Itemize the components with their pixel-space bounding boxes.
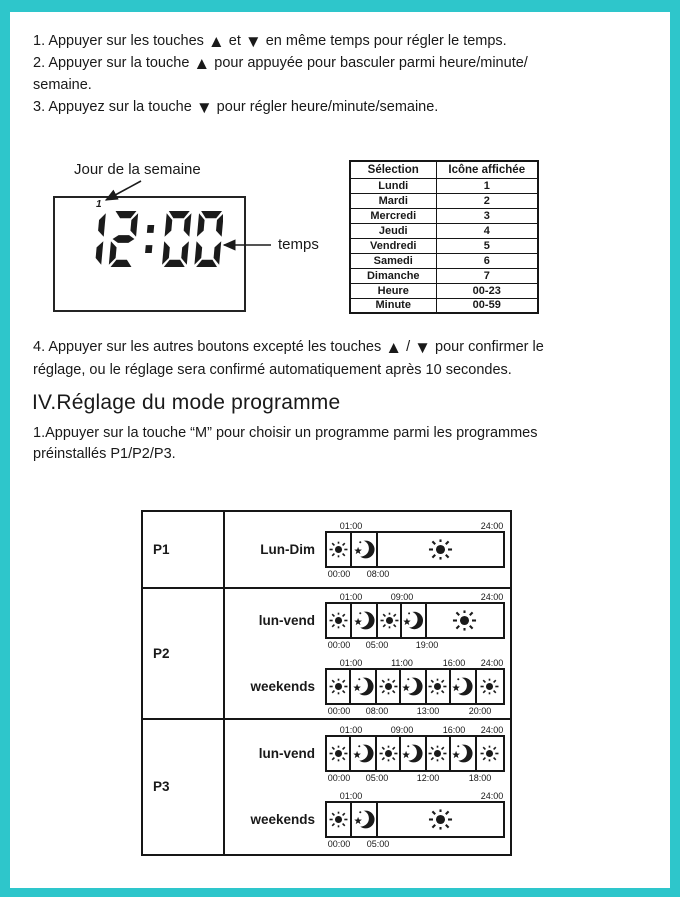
sun-icon — [479, 743, 500, 764]
time-label-top: 01:00 — [339, 791, 363, 802]
timeline-top-labels — [325, 590, 505, 602]
timeline-segment-sun — [377, 737, 401, 770]
sun-icon — [451, 607, 478, 634]
moon-icon — [352, 742, 375, 765]
timeline — [325, 656, 505, 717]
time-label-top: 11:00 — [391, 657, 413, 668]
table-row — [350, 283, 538, 298]
table-row — [350, 223, 538, 238]
timeline-segment-sun — [378, 803, 503, 836]
down-triangle-icon: ▼ — [195, 98, 213, 117]
timeline-bottom-labels — [325, 838, 505, 850]
timeline-segment-moon — [352, 604, 377, 637]
table-row — [350, 193, 538, 208]
table-cell: Minute — [350, 298, 436, 313]
section-heading: IV.Réglage du mode programme — [32, 391, 341, 414]
timeline-segment-sun — [327, 670, 351, 703]
text-line: semaine. — [33, 77, 92, 93]
text-line: 4. Appuyer sur les autres boutons excepté les touches ▲ / ▼ pour confirmer le — [33, 338, 544, 357]
program-label: P1 — [143, 512, 225, 587]
sun-icon — [379, 610, 400, 631]
day-label: lun-vend — [258, 746, 315, 762]
time-label-bottom: 12:00 — [416, 773, 440, 784]
table-cell: Mardi — [350, 193, 436, 208]
table-cell: Lundi — [350, 178, 436, 193]
program-row — [143, 587, 510, 717]
time-label-top: 09:00 — [390, 725, 414, 736]
timeline-segment-moon — [351, 670, 376, 703]
table-cell: Mercredi — [350, 208, 436, 223]
time-label-top: 24:00 — [480, 521, 504, 532]
day-indicator: 1 — [96, 199, 102, 210]
timeline-row — [225, 590, 510, 651]
time-label-bottom: 00:00 — [327, 569, 351, 580]
timeline-bar — [325, 531, 505, 568]
sun-icon — [427, 806, 454, 833]
time-label: temps — [278, 236, 319, 253]
up-triangle-icon: ▲ — [385, 338, 403, 357]
table-row — [350, 268, 538, 283]
time-label-bottom: 08:00 — [366, 569, 390, 580]
time-label-bottom: 18:00 — [468, 773, 492, 784]
table-cell: Jeudi — [350, 223, 436, 238]
timeline-top-labels — [325, 789, 505, 801]
table-row — [350, 298, 538, 313]
table-cell: Samedi — [350, 253, 436, 268]
timeline-segment-sun — [327, 604, 352, 637]
timeline-segment-sun — [427, 604, 503, 637]
day-of-week-label: Jour de la semaine — [74, 161, 201, 178]
sun-icon — [427, 743, 448, 764]
time-label-bottom: 08:00 — [365, 705, 389, 716]
sun-icon — [328, 539, 349, 560]
table-row — [350, 253, 538, 268]
table-row — [350, 208, 538, 223]
sun-icon — [328, 676, 349, 697]
timeline-segment-sun — [327, 737, 351, 770]
sun-icon — [328, 743, 349, 764]
moon-icon — [451, 742, 474, 765]
timeline-segment-sun — [378, 604, 402, 637]
timeline-segment-sun — [378, 533, 503, 566]
selection-table — [349, 160, 539, 314]
timeline-segment-sun — [377, 670, 401, 703]
timeline-bottom-labels — [325, 705, 505, 717]
timeline-row — [225, 656, 510, 717]
table-cell: 3 — [436, 208, 538, 223]
time-setting-instructions — [33, 30, 658, 118]
table-cell: 6 — [436, 253, 538, 268]
day-label: weekends — [250, 678, 315, 694]
table-cell: Dimanche — [350, 268, 436, 283]
time-label-top: 01:00 — [339, 657, 363, 668]
up-triangle-icon: ▲ — [193, 54, 211, 73]
time-label-bottom: 19:00 — [415, 639, 439, 650]
program-schedules — [225, 720, 510, 854]
moon-icon — [401, 742, 424, 765]
sun-icon — [427, 676, 448, 697]
down-triangle-icon: ▼ — [244, 32, 262, 51]
text-line: réglage, ou le réglage sera confirmé automatiquement après 10 secondes. — [33, 361, 512, 378]
text-line: préinstallés P1/P2/P3. — [33, 445, 176, 462]
sun-icon — [427, 536, 454, 563]
timeline-bar — [325, 801, 505, 838]
table-cell: Vendredi — [350, 238, 436, 253]
moon-icon — [352, 675, 375, 698]
time-label-top: 16:00 — [442, 725, 466, 736]
day-label: lun-vend — [258, 612, 315, 628]
timeline-segment-moon — [352, 533, 377, 566]
table-header-cell: Icône affichée — [436, 161, 538, 178]
time-label-top: 24:00 — [480, 791, 504, 802]
program-table — [141, 510, 512, 856]
timeline-bottom-labels — [325, 772, 505, 784]
text-line: 1.Appuyer sur la touche “M” pour choisir un programme parmi les programmes — [33, 425, 538, 441]
day-label: Lun-Dim — [260, 542, 315, 558]
time-label-top: 24:00 — [480, 657, 504, 668]
timeline-segment-sun — [327, 533, 352, 566]
timeline-segment-moon — [402, 604, 426, 637]
timeline — [325, 723, 505, 784]
program-schedules — [225, 589, 510, 717]
timeline-bar — [325, 602, 505, 639]
moon-icon — [451, 675, 474, 698]
timeline-row — [225, 789, 510, 850]
timeline-segment-moon — [401, 737, 426, 770]
text-line: 1. Appuyer sur les touches ▲ et ▼ en même temps pour régler le temps. — [33, 32, 507, 51]
timeline-segment-moon — [352, 803, 377, 836]
program-label: P2 — [143, 589, 225, 717]
program-label: P3 — [143, 720, 225, 854]
time-label-bottom: 13:00 — [416, 705, 440, 716]
time-label-top: 01:00 — [339, 725, 363, 736]
confirm-instruction — [33, 336, 668, 381]
lcd-display — [53, 196, 246, 312]
table-cell: 5 — [436, 238, 538, 253]
time-label-top: 01:00 — [339, 521, 363, 532]
timeline-segment-moon — [401, 670, 426, 703]
time-label-bottom: 05:00 — [366, 839, 390, 850]
timeline-bottom-labels — [325, 639, 505, 651]
sun-icon — [328, 809, 349, 830]
time-label-top: 24:00 — [480, 591, 504, 602]
timeline-segment-sun — [427, 737, 451, 770]
time-label-bottom: 00:00 — [327, 839, 351, 850]
time-label-top: 24:00 — [480, 725, 504, 736]
program-row — [143, 718, 510, 854]
timeline — [325, 519, 505, 580]
moon-icon — [402, 609, 424, 632]
timeline-segment-moon — [451, 670, 476, 703]
table-cell: 00-59 — [436, 298, 538, 313]
time-label-bottom: 05:00 — [365, 639, 389, 650]
timeline-segment-sun — [477, 737, 503, 770]
lcd-clock — [87, 211, 223, 272]
down-triangle-icon: ▼ — [414, 338, 431, 357]
timeline-top-labels — [325, 519, 505, 531]
moon-icon — [401, 675, 424, 698]
time-label-bottom: 00:00 — [327, 773, 351, 784]
table-cell: Heure — [350, 283, 436, 298]
moon-icon — [353, 609, 376, 632]
timeline-bar — [325, 668, 505, 705]
table-header-row — [350, 161, 538, 178]
table-header-cell: Sélection — [350, 161, 436, 178]
timeline-segment-sun — [427, 670, 451, 703]
timeline-segment-moon — [351, 737, 376, 770]
table-row — [350, 238, 538, 253]
time-label-bottom: 00:00 — [327, 639, 351, 650]
moon-icon — [353, 538, 376, 561]
timeline — [325, 789, 505, 850]
section-intro — [33, 423, 668, 464]
text-line: 2. Appuyer sur la touche ▲ pour appuyée pour basculer parmi heure/minute/ — [33, 54, 528, 73]
sun-icon — [378, 676, 399, 697]
table-cell: 00-23 — [436, 283, 538, 298]
sun-icon — [328, 610, 349, 631]
table-cell: 2 — [436, 193, 538, 208]
time-label-bottom: 05:00 — [365, 773, 389, 784]
time-label-top: 01:00 — [339, 591, 363, 602]
program-schedules — [225, 512, 510, 587]
moon-icon — [353, 808, 376, 831]
table-cell: 4 — [436, 223, 538, 238]
program-row — [143, 512, 510, 587]
timeline-row — [225, 723, 510, 784]
up-triangle-icon: ▲ — [207, 32, 225, 51]
day-label: weekends — [250, 812, 315, 828]
time-label-top: 09:00 — [390, 591, 414, 602]
table-row — [350, 178, 538, 193]
time-label-bottom: 20:00 — [468, 705, 492, 716]
timeline-bottom-labels — [325, 568, 505, 580]
sun-icon — [479, 676, 500, 697]
timeline-row — [225, 519, 510, 580]
timeline-bar — [325, 735, 505, 772]
timeline-segment-sun — [327, 803, 352, 836]
text-line: 3. Appuyez sur la touche ▼ pour régler heure/minute/semaine. — [33, 98, 439, 117]
time-label-bottom: 00:00 — [327, 705, 351, 716]
timeline-segment-sun — [477, 670, 503, 703]
timeline-segment-moon — [451, 737, 476, 770]
time-label-top: 16:00 — [442, 657, 466, 668]
table-cell: 7 — [436, 268, 538, 283]
timeline-top-labels — [325, 656, 505, 668]
sun-icon — [378, 743, 399, 764]
timeline-top-labels — [325, 723, 505, 735]
table-cell: 1 — [436, 178, 538, 193]
timeline — [325, 590, 505, 651]
